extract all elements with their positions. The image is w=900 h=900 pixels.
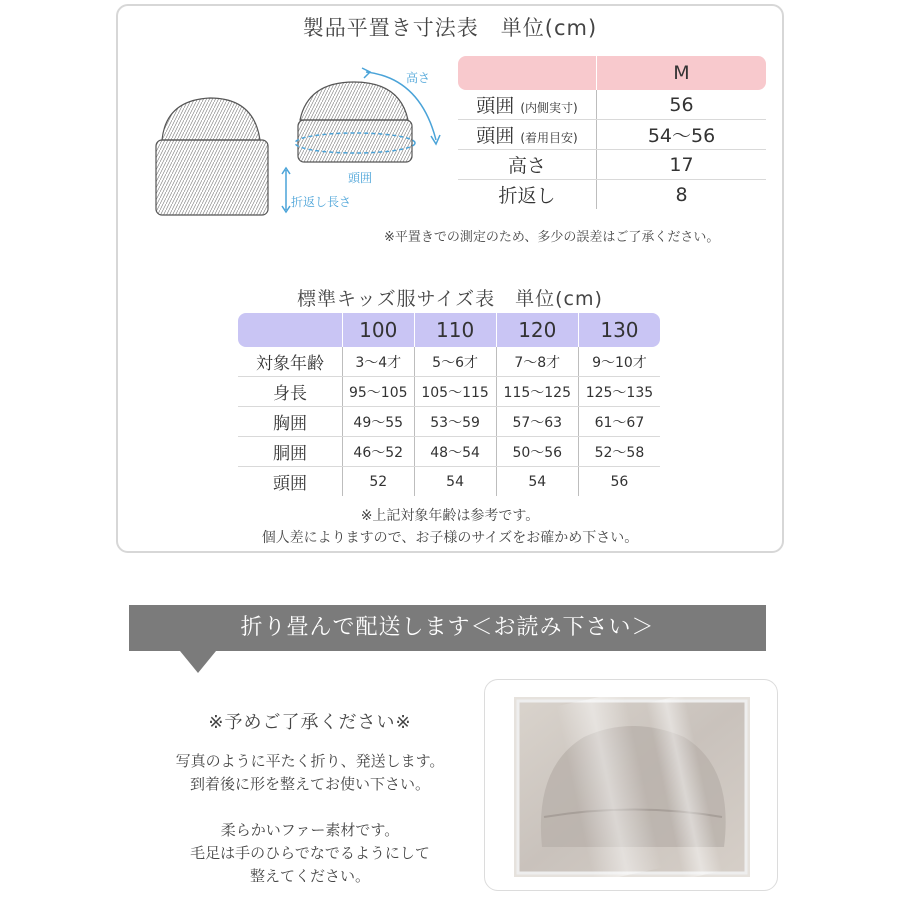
row-label: 折返し bbox=[458, 180, 597, 210]
product-size-table bbox=[458, 56, 766, 209]
cell: 49〜55 bbox=[343, 407, 415, 437]
table-row bbox=[238, 437, 660, 467]
packaged-hat-photo bbox=[514, 697, 750, 877]
height-label: 高さ bbox=[406, 71, 431, 85]
size-header-m: M bbox=[597, 56, 767, 90]
kids-size-note bbox=[0, 505, 900, 549]
cell: 54 bbox=[414, 467, 496, 497]
table-row bbox=[238, 347, 660, 377]
notice-line: 柔らかいファー素材です。 bbox=[220, 821, 400, 839]
notice-body bbox=[120, 750, 500, 888]
row-value: 56 bbox=[597, 90, 767, 120]
table-row bbox=[458, 90, 766, 120]
column-header: 120 bbox=[496, 313, 578, 347]
cell: 5〜6才 bbox=[414, 347, 496, 377]
hat-diagram bbox=[148, 60, 448, 230]
column-header: 100 bbox=[343, 313, 415, 347]
head-label: 頭囲 bbox=[348, 171, 373, 185]
row-label: 対象年齢 bbox=[238, 347, 343, 377]
cell: 105〜115 bbox=[414, 377, 496, 407]
cell: 52 bbox=[343, 467, 415, 497]
cell: 61〜67 bbox=[578, 407, 660, 437]
kids-note-line1: ※上記対象年齢は参考です。 bbox=[360, 508, 540, 524]
notice-line: 写真のように平たく折り、発送します。 bbox=[175, 752, 445, 770]
cell: 50〜56 bbox=[496, 437, 578, 467]
fold-label: 折返し長さ bbox=[291, 195, 352, 209]
table-row bbox=[238, 407, 660, 437]
cell: 56 bbox=[610, 473, 629, 490]
notice-title: ※予めご了承ください※ bbox=[208, 712, 412, 733]
cell: 48〜54 bbox=[414, 437, 496, 467]
kids-size-title: 標準キッズ服サイズ表 単位(cm) bbox=[297, 288, 603, 310]
cell: 54 bbox=[496, 467, 578, 497]
header-empty-cell bbox=[238, 313, 343, 347]
row-value: 8 bbox=[675, 183, 688, 206]
column-header: 130 bbox=[578, 313, 660, 347]
row-label: 胸囲 bbox=[238, 407, 343, 437]
fold-arrow bbox=[282, 168, 290, 212]
cell: 125〜135 bbox=[578, 377, 660, 407]
table-row bbox=[458, 120, 766, 150]
cell: 95〜105 bbox=[343, 377, 415, 407]
hat-side-illustration bbox=[295, 82, 415, 162]
row-label: 身長 bbox=[238, 377, 343, 407]
row-label: 胴囲 bbox=[238, 437, 343, 467]
kids-note-line2: 個人差によりますので、お子様のサイズをお確かめ下さい。 bbox=[261, 530, 639, 546]
table-row bbox=[458, 150, 766, 180]
cell: 57〜63 bbox=[496, 407, 578, 437]
row-value: 17 bbox=[597, 150, 767, 180]
column-header: 110 bbox=[414, 313, 496, 347]
cell: 46〜52 bbox=[343, 437, 415, 467]
cell: 52〜58 bbox=[578, 437, 660, 467]
table-row bbox=[238, 467, 660, 497]
header-empty-cell bbox=[458, 56, 597, 90]
notice-line: 毛足は手のひらでなでるようにして bbox=[190, 844, 430, 862]
table-row bbox=[458, 180, 766, 210]
cell: 3〜4才 bbox=[343, 347, 415, 377]
kids-size-table bbox=[238, 313, 660, 496]
shipping-banner: 折り畳んで配送します＜お読み下さい＞ bbox=[129, 605, 766, 651]
row-value: 54〜56 bbox=[597, 120, 767, 150]
notice-line: 整えてください。 bbox=[249, 867, 370, 885]
notice-line: 到着後に形を整えてお使い下さい。 bbox=[189, 775, 430, 793]
cell: 115〜125 bbox=[496, 377, 578, 407]
cell: 7〜8才 bbox=[496, 347, 578, 377]
product-size-title: 製品平置き寸法表 単位(cm) bbox=[302, 16, 598, 40]
row-label: 頭囲 (内側実寸) bbox=[458, 90, 597, 120]
banner-pointer bbox=[180, 651, 216, 673]
measurement-note: ※平置きでの測定のため、多少の誤差はご了承ください。 bbox=[384, 230, 720, 245]
table-row bbox=[238, 377, 660, 407]
row-label: 高さ bbox=[458, 150, 597, 180]
hat-front-illustration bbox=[156, 98, 268, 215]
cell: 53〜59 bbox=[414, 407, 496, 437]
table-header-row bbox=[458, 56, 766, 90]
row-label: 頭囲 (着用目安) bbox=[458, 120, 597, 150]
table-header-row bbox=[238, 313, 660, 347]
cell: 9〜10才 bbox=[578, 347, 660, 377]
row-label: 頭囲 bbox=[238, 467, 343, 497]
